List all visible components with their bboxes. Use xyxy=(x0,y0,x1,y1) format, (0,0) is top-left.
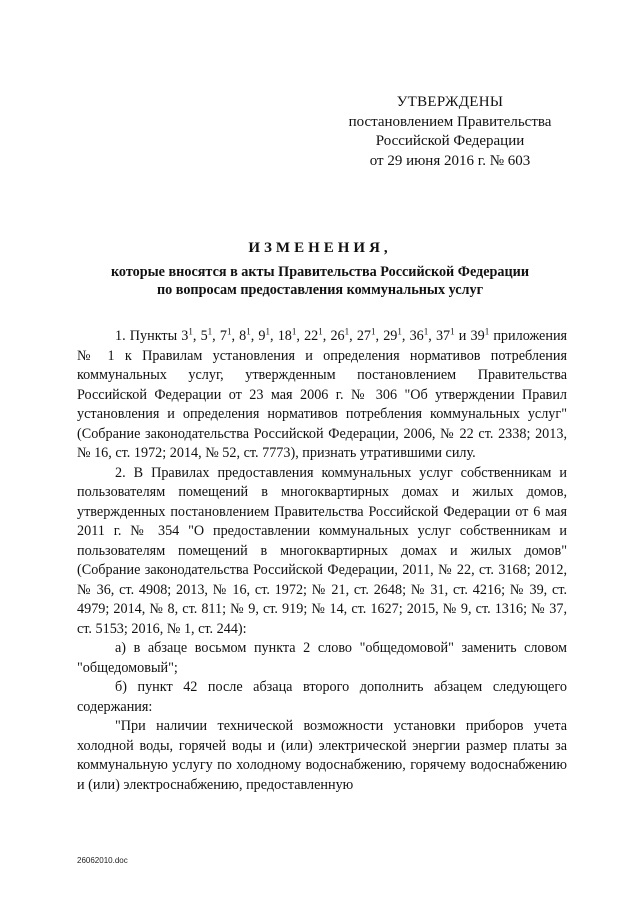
point-number: $18^1$ xyxy=(277,326,297,344)
point-number: $3^1$ xyxy=(181,326,193,344)
point-superscript: 1 xyxy=(397,326,402,337)
point-number: $8^1$ xyxy=(239,326,251,344)
point-number: $5^1$ xyxy=(200,326,213,344)
paragraph-1: 1. Пункты $3^1$, $5^1$, $7^1$, $8^1$, $9^1$, $18^1$, $22^1$, $26^1$, $27^1$, $29^1$, $36^1$, $37^1$ и $39^1$ приложения № 1 к Правилам установления и определения нормативов потребления коммунальных услуг, утвержденным постановлением Правительства Российской Федерации от 23 мая 2006 г. № 306 "Об утверждении Правил установления и определения нормативов потребления коммунальных услуг" (Собрание законодательства Российской Федерации, 2006, № 22 ст. 2338; 2013, № 16, ст. 1972; 2014, № 52, ст. 7773), признать утратившими силу. xyxy=(77,326,568,461)
point-superscript: 1 xyxy=(344,326,350,337)
point-superscript: 1 xyxy=(371,326,376,337)
point-superscript: 1 xyxy=(226,326,232,337)
point-superscript: 1 xyxy=(318,326,323,337)
point-number: $26^1$ xyxy=(330,326,350,344)
point-number: $29^1$ xyxy=(383,326,402,344)
approval-line-2: Российской Федерации xyxy=(375,133,525,149)
paragraph-1-rest: приложения № 1 к Правилам установления и определения нормативов потребления коммунальных услуг, утвержденным постановлением Правительства Российской Федерации от 23 мая 2006 г. № 306 "Об утверждении Правил установления и определения нормативов потребления коммунальных услуг" (Собрание законодательства Российской Федерации, 2006, № 22 ст. 2338; 2013, № 16, ст. 1972; 2014, № 52, ст. 7773), признать утратившими силу. xyxy=(77,328,568,461)
subtitle-line-1: которые вносятся в акты Правительства Российской Федерации xyxy=(110,264,530,280)
point-superscript: 1 xyxy=(291,326,297,337)
paragraph-3: а) в абзаце восьмом пункта 2 слово "общедомовой" заменить словом "общедомовый"; xyxy=(77,640,567,676)
point-superscript: 1 xyxy=(246,326,251,337)
point-superscript: 1 xyxy=(423,326,429,337)
document-body xyxy=(77,327,567,795)
point-superscript: 1 xyxy=(188,326,193,337)
point-superscript: 1 xyxy=(265,326,271,337)
paragraph-5: "При наличии технической возможности установки приборов учета холодной воды, горячей воды и (или) электрической энергии размер платы за коммунальную услугу по холодному водоснабжению, горячему водоснабжению и (или) электроснабжению, предоставленную xyxy=(77,718,567,793)
paragraph-2: 2. В Правилах предоставления коммунальных услуг собственникам и пользователям помещений в многоквартирных домах и жилых домов, утвержденных постановлением Правительства Российской Федерации от 6 мая 2011 г. № 354 "О предоставлении коммунальных услуг собственникам и пользователям помещений в многоквартирных домах и жилых домов" (Собрание законодательства Российской Федерации, 2011, № 22, ст. 3168; 2012, № 36, ст. 4908; 2013, № 16, ст. 1972; № 21, ст. 2648; № 31, ст. 4216; № 39, ст. 4979; 2014, № 8, ст. 811; № 9, ст. 919; № 14, ст. 1627; 2015, № 9, ст. 1316; № 37, ст. 5153; 2016, № 1, ст. 244): xyxy=(77,464,567,637)
approval-heading: УТВЕРЖДЕНЫ xyxy=(396,94,504,110)
point-number: $22^1$ xyxy=(304,326,323,344)
point-superscript: 1 xyxy=(207,326,213,337)
paragraph-1-lead: 1. Пункты xyxy=(115,328,182,344)
point-number: $7^1$ xyxy=(219,326,232,344)
point-number: $39^1$ xyxy=(470,326,490,344)
paragraph-4: б) пункт 42 после абзаца второго дополнить абзацем следующего содержания: xyxy=(77,679,567,715)
approval-line-3: от 29 июня 2016 г. № 603 xyxy=(369,152,531,169)
subtitle-line-2: по вопросам предоставления коммунальных услуг xyxy=(156,282,484,298)
point-number: $36^1$ xyxy=(409,326,429,344)
point-superscript: 1 xyxy=(484,326,490,337)
document-title: ИЗМЕНЕНИЯ, xyxy=(248,240,392,256)
point-number: $37^1$ xyxy=(435,326,455,344)
document-subtitle xyxy=(0,263,640,299)
point-superscript: 1 xyxy=(450,326,455,337)
point-number: $27^1$ xyxy=(356,326,376,344)
point-number: $9^1$ xyxy=(258,326,271,344)
approval-block xyxy=(330,93,570,171)
approval-line-1: постановлением Правительства xyxy=(348,113,552,130)
file-name-footer: 26062010.doc xyxy=(77,856,128,865)
